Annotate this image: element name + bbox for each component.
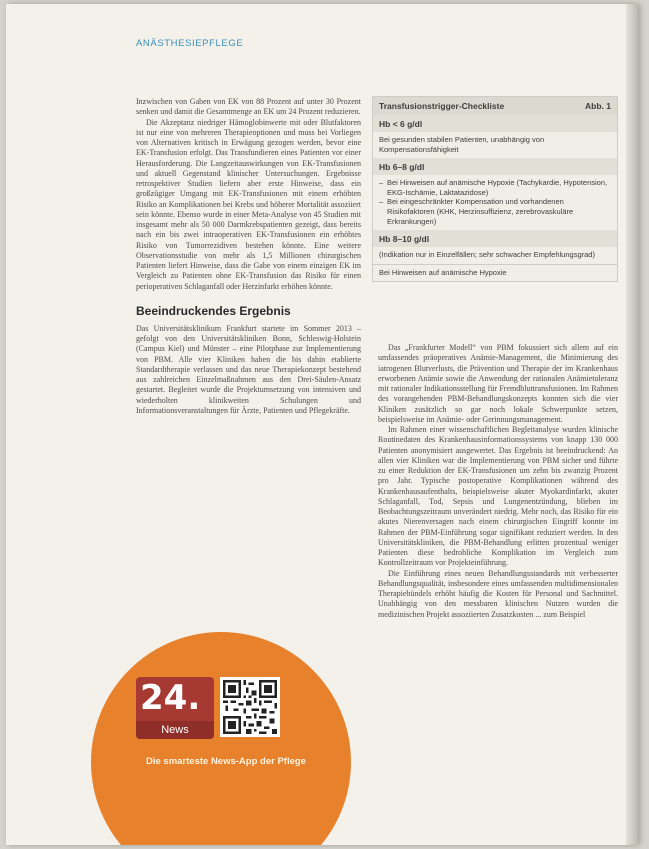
qr-code-graphic [223,680,277,734]
checklist-group-text: (Indikation nur in Einzelfällen; sehr schwacher Empfehlungsgrad) [379,250,595,260]
app-advert-circle [91,632,351,845]
paragraph: Im Rahmen einer wissenschaftlichen Begleitanalyse wurden klinische Routinedaten des Krankenhausinformationssystems von knapp 130 000 Patienten anonymisiert ausgewertet. Das Ergebnis ist beeindruckend: An allen vier Kliniken war die Implementierung von PBM sicher und führte zu einer Reduktion der EK-Transfusionen um zehn bis zwanzig Prozent pro Jahr. Typische postoperative Komplikationen während des Krankenhausaufenthalts, beispielsweise akuter Myokardinfarkt, akuter Schlaganfall, Tod, Sepsis und Lungenentzündung, blieben im Beobachtungszeitraum unverändert niedrig. Mehr noch, das Risiko für ein akutes Nierenversagen nach einem chirurgischen Eingriff konnte im Rahmen der PBM-Einführung sogar signifikant reduziert werden. In den Universitätskliniken, die PBM-Behandlung erlitten prozentual weniger Patienten diese bedrohliche Komplikation im Vergleich zum Kontrollzeitraum vor Projekteinführung. [378,425,618,568]
left-column [136,97,361,416]
checklist-title: Transfusionstrigger-Checkliste [379,101,505,111]
logo-label: News [136,721,214,739]
checklist-list [373,175,617,230]
magazine-page [6,4,638,845]
ad-tagline: Die smarteste News-App der Pflege [146,756,306,767]
logo-number: 24. [140,678,201,718]
checklist-header [373,97,617,115]
checklist-group-text: Bei Hinweisen auf anämische Hypoxie [379,267,507,277]
transfusion-trigger-checklist [372,96,618,282]
checklist-item: – Bei Hinweisen auf anämische Hypoxie (Tachykardie, Hypotension, EKG-Ischämie, Laktatazidose) [379,178,611,197]
page-gutter [626,4,638,845]
section-heading: Beeindruckendes Ergebnis [136,303,291,318]
running-head: ANÄSTHESIEPFLEGE [136,38,244,49]
checklist-group-title: Hb 6–8 g/dl [373,158,617,175]
checklist-group [373,264,617,282]
checklist-group-text: Bei gesunden stabilen Patienten, unabhängig von Kompensationsfähigkeit [379,135,545,154]
qr-code-icon[interactable] [220,677,280,737]
figure-label: Abb. 1 [585,101,611,111]
checklist-group [373,230,617,264]
paragraph: Das Universitätsklinikum Frankfurt startete im Sommer 2013 – gefolgt von den Universitätskliniken Bonn, Schleswig-Holstein (Campus Kiel) und Münster – eine Pilotphase zur Implementierung von PBM. Alle vier Kliniken haben die bis dahin etablierte Standardtherapie verlassen und das neue Therapiekonzept bestehend aus zahlreichen Einzelmaßnahmen aus den Drei-Säulen-Ansatz gestartet. Begleitet wurde die Projektumsetzung von intensiven und wiederholten klinikweiten Schulungen und Informationsveranstaltungen für Ärzte, Patienten und Pflegekräfte. [136,323,361,415]
paragraph: Die Einführung eines neuen Behandlungsstandards mit verbesserter Behandlungsqualität, insbesondere eines umfassenden multidimensionalen Therapiebündels erhöht häufig die Kosten für Personal und Sachmittel. Unabhängig von den messbaren klinischen Nutzen wurden die medizinischen Projekt assoziierten Zusatzkosten ... zum Beispiel [378,568,618,619]
checklist-item: – Bei eingeschränkter Kompensation und vorhandenen Risikofaktoren (KHK, Herzinsuffizienz, zerebrovaskuläre Erkrankungen) [379,197,611,226]
news-app-logo[interactable] [136,677,214,739]
paragraph: Inzwischen von Gaben von EK von 88 Prozent auf unter 30 Prozent senken und damit die Gesamtmenge an EK um 24 Prozent reduzieren. [136,97,361,117]
checklist-group-title: Hb < 6 g/dl [373,115,617,132]
checklist-group [373,158,617,230]
paragraph: Die Akzeptanz niedriger Hämoglobinwerte mit oder Blutfaktoren ist nur eine von mehreren Therapieoptionen und muss bei Vorliegen von Alternativen kritisch in Erwägung gezogen werden, bevor eine EK-Transfusion erfolgt. Das Transfundieren eines Patienten vor einer Herausforderung. Die Langzeitauswirkungen von EK-Transfusionen und aktuell Gegenstand klinischer Untersuchungen. Ergebnisse retrospektiver Studien liefern aber erste Hinweise, dass ein großzügiger Umgang mit EK-Transfusionen mit einem erhöhten Risiko an Komplikationen bei Krebs und höherer Mortalität assoziiert sein könnte. Ebenso wurde in einer Meta-Analyse von 45 Studien mit insgesamt mehr als 50 000 Darmkrebspatienten gezeigt, dass bereits nach ein bis zwei intraoperativen EK-Transfusionen ein erhöhtes Risiko von Tumorrezidiven bestehen könnte. Eine weitere Observationsstudie von mehr als 1,5 Millionen chirurgischen Patienten liefert Hinweise, dass die Gabe von einem einzigen EK im Vergleich zu Patienten ohne EK-Transfusion das Risiko für einen perioperativen Schlaganfall oder Herzinfarkt erhöhen könnte. [136,117,361,291]
checklist-group [373,115,617,158]
checklist-group-title: Hb 8–10 g/dl [373,230,617,247]
right-column [378,343,618,620]
paragraph: Das „Frankfurter Modell“ von PBM fokussiert sich allem auf ein umfassendes präoperatives Anämie-Management, die Minimierung des iatrogenen Blutverlusts, die Prävention und Therapie der im Krankenhaus erworbenen Anämie sowie die Anwendung der rationalen Anämietoleranz mit rationaler Indikationsstellung für Fremdbluttransfusionen. Im Rahmen des vorangehenden PBM-Behandlungskonzepts konnten sich die vier Kliniken zusätzlich so gar noch lokale Schwerpunkte setzen, beispielsweise im Anämie- oder Gerinnungsmanagement. [378,343,618,424]
